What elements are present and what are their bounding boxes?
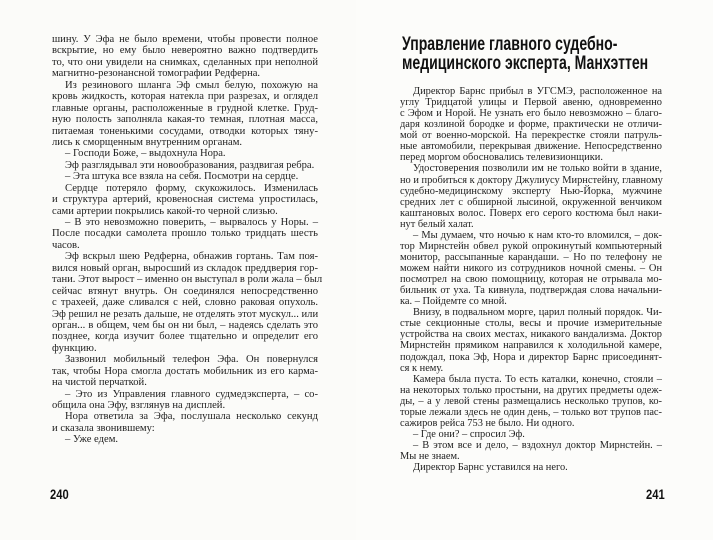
text-line: нут белый халат. [400,218,474,230]
text-line: устройства на своих местах, никакого вандализма. Доктор [400,329,662,341]
text-line: вскрытие, но ему было невероятно важно подтвердить [52,45,318,57]
text-line: – Уже едем. [65,434,119,446]
text-line: питаемая тоненькими сосудами, отводки которых тяну- [52,125,318,137]
paragraph [52,354,318,388]
text-line: сейчас втянут внутрь. Он соединялся непосредственно [52,285,318,297]
text-line: Эф разглядывал эти новообразования, раздвигая ребра. [65,159,315,171]
text-line: шину. У Эфа не было времени, чтобы провести полное [52,34,318,45]
paragraph [52,217,318,251]
text-line: так, чтобы Нора смогла достать мобильник из его карма- [52,365,318,377]
paragraph [400,429,662,440]
left-page-text [52,34,323,446]
text-line: лись к сморщенным внутренним органам. [52,136,243,148]
text-line: – Мы думаем, что ночью к нам кто-то вломился, – док- [413,229,662,241]
text-line: часов. [52,239,80,251]
text-line: орган... в общем, чем бы он ни был, – надеясь сделать это [52,319,318,331]
text-line: Камера была пуста. То есть каталки, конечно, стояли – [413,373,662,385]
text-line: и структура артерий, кровеносная система упростилась, [52,194,318,206]
text-line: позднее, когда изучит более тщательно и определит его [52,331,318,343]
paragraph [400,230,662,307]
paragraph [52,411,318,434]
text-line: тани. Этот вырост – именно он выступал в роли жала – был [52,274,323,286]
text-line: Мирнстейн прямиком направился к холодильной камере, [400,340,662,352]
text-line: Эф решил не резать дальше, не отделять этот мускул... или [52,308,319,320]
text-line: функцию. [52,342,97,354]
text-line: то, что они увидели на снимках, сделанных при неполной [52,56,318,68]
text-line: ные автомобили, перекрывая движение. Непосредственно [400,141,662,153]
text-line: с Эфом и Норой. Не узнать его было невозможно – благо- [400,108,662,120]
text-line: перед моргом обосновались телевизионщики. [400,152,603,164]
text-line: Директор Барнс уставился на него. [413,462,568,474]
text-line: тор Мирнстейн обвел рукой опрокинутый компьютерный [400,240,662,252]
text-line: но и пробиться к доктору Джулиусу Мирнстейну, главному [400,174,663,186]
paragraph [400,163,662,229]
paragraph [52,251,323,354]
text-line: посмотрел на свою помощницу, которая не отрывала мо- [400,274,662,286]
text-line: подождал, пока Эф, Нора и директор Барнс присоединят- [400,351,662,363]
text-line: Эф вскрыл шею Редферна, обнажив гортань. Там поя- [65,251,318,263]
paragraph [400,462,662,473]
paragraph [400,374,662,429]
chapter-title-line: медицинского эксперта, Манхэттен [402,53,649,74]
paragraph [400,86,662,163]
paragraph [400,440,662,462]
text-line: магнитно-резонансной томографии Редферна. [52,68,261,80]
text-line: После посадки самолета прошло только тридцать шесть [52,228,318,240]
page-number-left: 240 [50,486,69,502]
text-line: – В это невозможно поверить, – вырвалось у Норы. – [65,217,318,228]
text-line: – Эта штука все взяла на себя. Посмотри на сердце. [65,171,299,183]
text-line: – В этом все и дело, – вздохнул доктор Мирнстейн. – [413,440,662,451]
text-line: Из резинового шланга Эф смыл белую, похожую на [65,79,318,91]
text-line: общила она Эфу, взглянув на дисплей. [52,400,226,411]
text-line: вился новый орган, выросший из складок преддверия гор- [52,262,318,274]
text-line: углу Тридцатой улицы и Первой авеню, одновременно [400,97,662,109]
text-line: на некоторых только простыни, на других предметы одеж- [400,384,662,396]
text-line: Удостоверения позволили им не только войти в здание, [413,163,662,175]
text-line: монитор, рассыпанные карандаши. – Но по телефону не [400,251,662,263]
paragraph [52,160,318,171]
paragraph [52,34,318,80]
text-line: ка. – Пойдемте со мной. [400,296,507,308]
paragraph [400,307,662,373]
paragraph [52,389,318,412]
text-line: сажиров рейса 753 не было. Ни одного. [400,417,575,429]
text-line: Директор Барнс прибыл в УГСМЭ, расположенное на [413,86,662,97]
chapter-title [402,35,648,73]
text-line: с трахеей, даже сливался с ней, словно раковая опухоль. [52,297,318,309]
text-line: главные органы, расположенные в грудной клетке. Груд- [52,102,318,114]
text-line: Нора ответила за Эфа, послушала несколько секунд [65,411,318,423]
text-line: торые лежали здесь не один день, – только вот трупов пас- [400,406,662,418]
chapter-title-line: Управление главного судебно- [402,34,618,55]
text-line: Зазвонил мобильный телефон Эфа. Он повернулся [65,354,318,366]
text-line: можем найти никого из сотрудников ночной смены. – Он [400,263,662,274]
text-line: на чистой перчаткой. [52,377,147,389]
right-page-text [400,86,662,473]
text-line: кровь жидкость, которая натекла при разрезах, и оглядел [52,91,318,103]
text-line: бильник от уха. Та кивнула, подтверждая слова начальни- [400,285,662,297]
left-page [0,0,356,540]
text-line: ся к нему. [400,362,444,374]
right-page [356,0,713,540]
paragraph [52,183,318,217]
text-line: стые секционные столы, весы и прочие измерительные [400,318,662,330]
text-line: мой от военно-морской. На перекрестке стояли патруль- [400,130,662,142]
text-line: Сердце потеряло форму, скукожилось. Изменилась [65,182,318,194]
text-line: Мы не знаем. [400,451,460,463]
paragraph [52,80,318,149]
paragraph [52,434,318,445]
text-line: каштановых волос. Поверх его серого костюма был наки- [400,207,662,219]
page-number-right: 241 [646,486,665,502]
paragraph [52,148,318,159]
text-line: Внизу, в подвальном морге, царил полный порядок. Чи- [413,307,662,319]
paragraph [52,171,318,182]
text-line: сами артерии покрылись какой-то черной слизью. [52,205,278,217]
text-line: – Это из Управления главного судмедэксперта, – со- [65,388,318,400]
text-line: средних лет с обширной лысиной, окруженной венчиком [400,196,662,208]
text-line: судебно-медицинскому эксперту Нью-Йорка, мужчине [400,185,662,197]
text-line: ды, – а у левой стены размещались несколько трупов, ко- [400,395,662,407]
text-line: даря козлиной бородке и форме, практически не отличи- [400,119,662,131]
text-line: и сказала звонившему: [52,422,155,434]
text-line: ную полость заполняла какая-то темная, плотная масса, [52,114,318,126]
text-line: – Где они? – спросил Эф. [413,428,525,440]
text-line: – Господи Боже, – выдохнула Нора. [65,148,226,160]
